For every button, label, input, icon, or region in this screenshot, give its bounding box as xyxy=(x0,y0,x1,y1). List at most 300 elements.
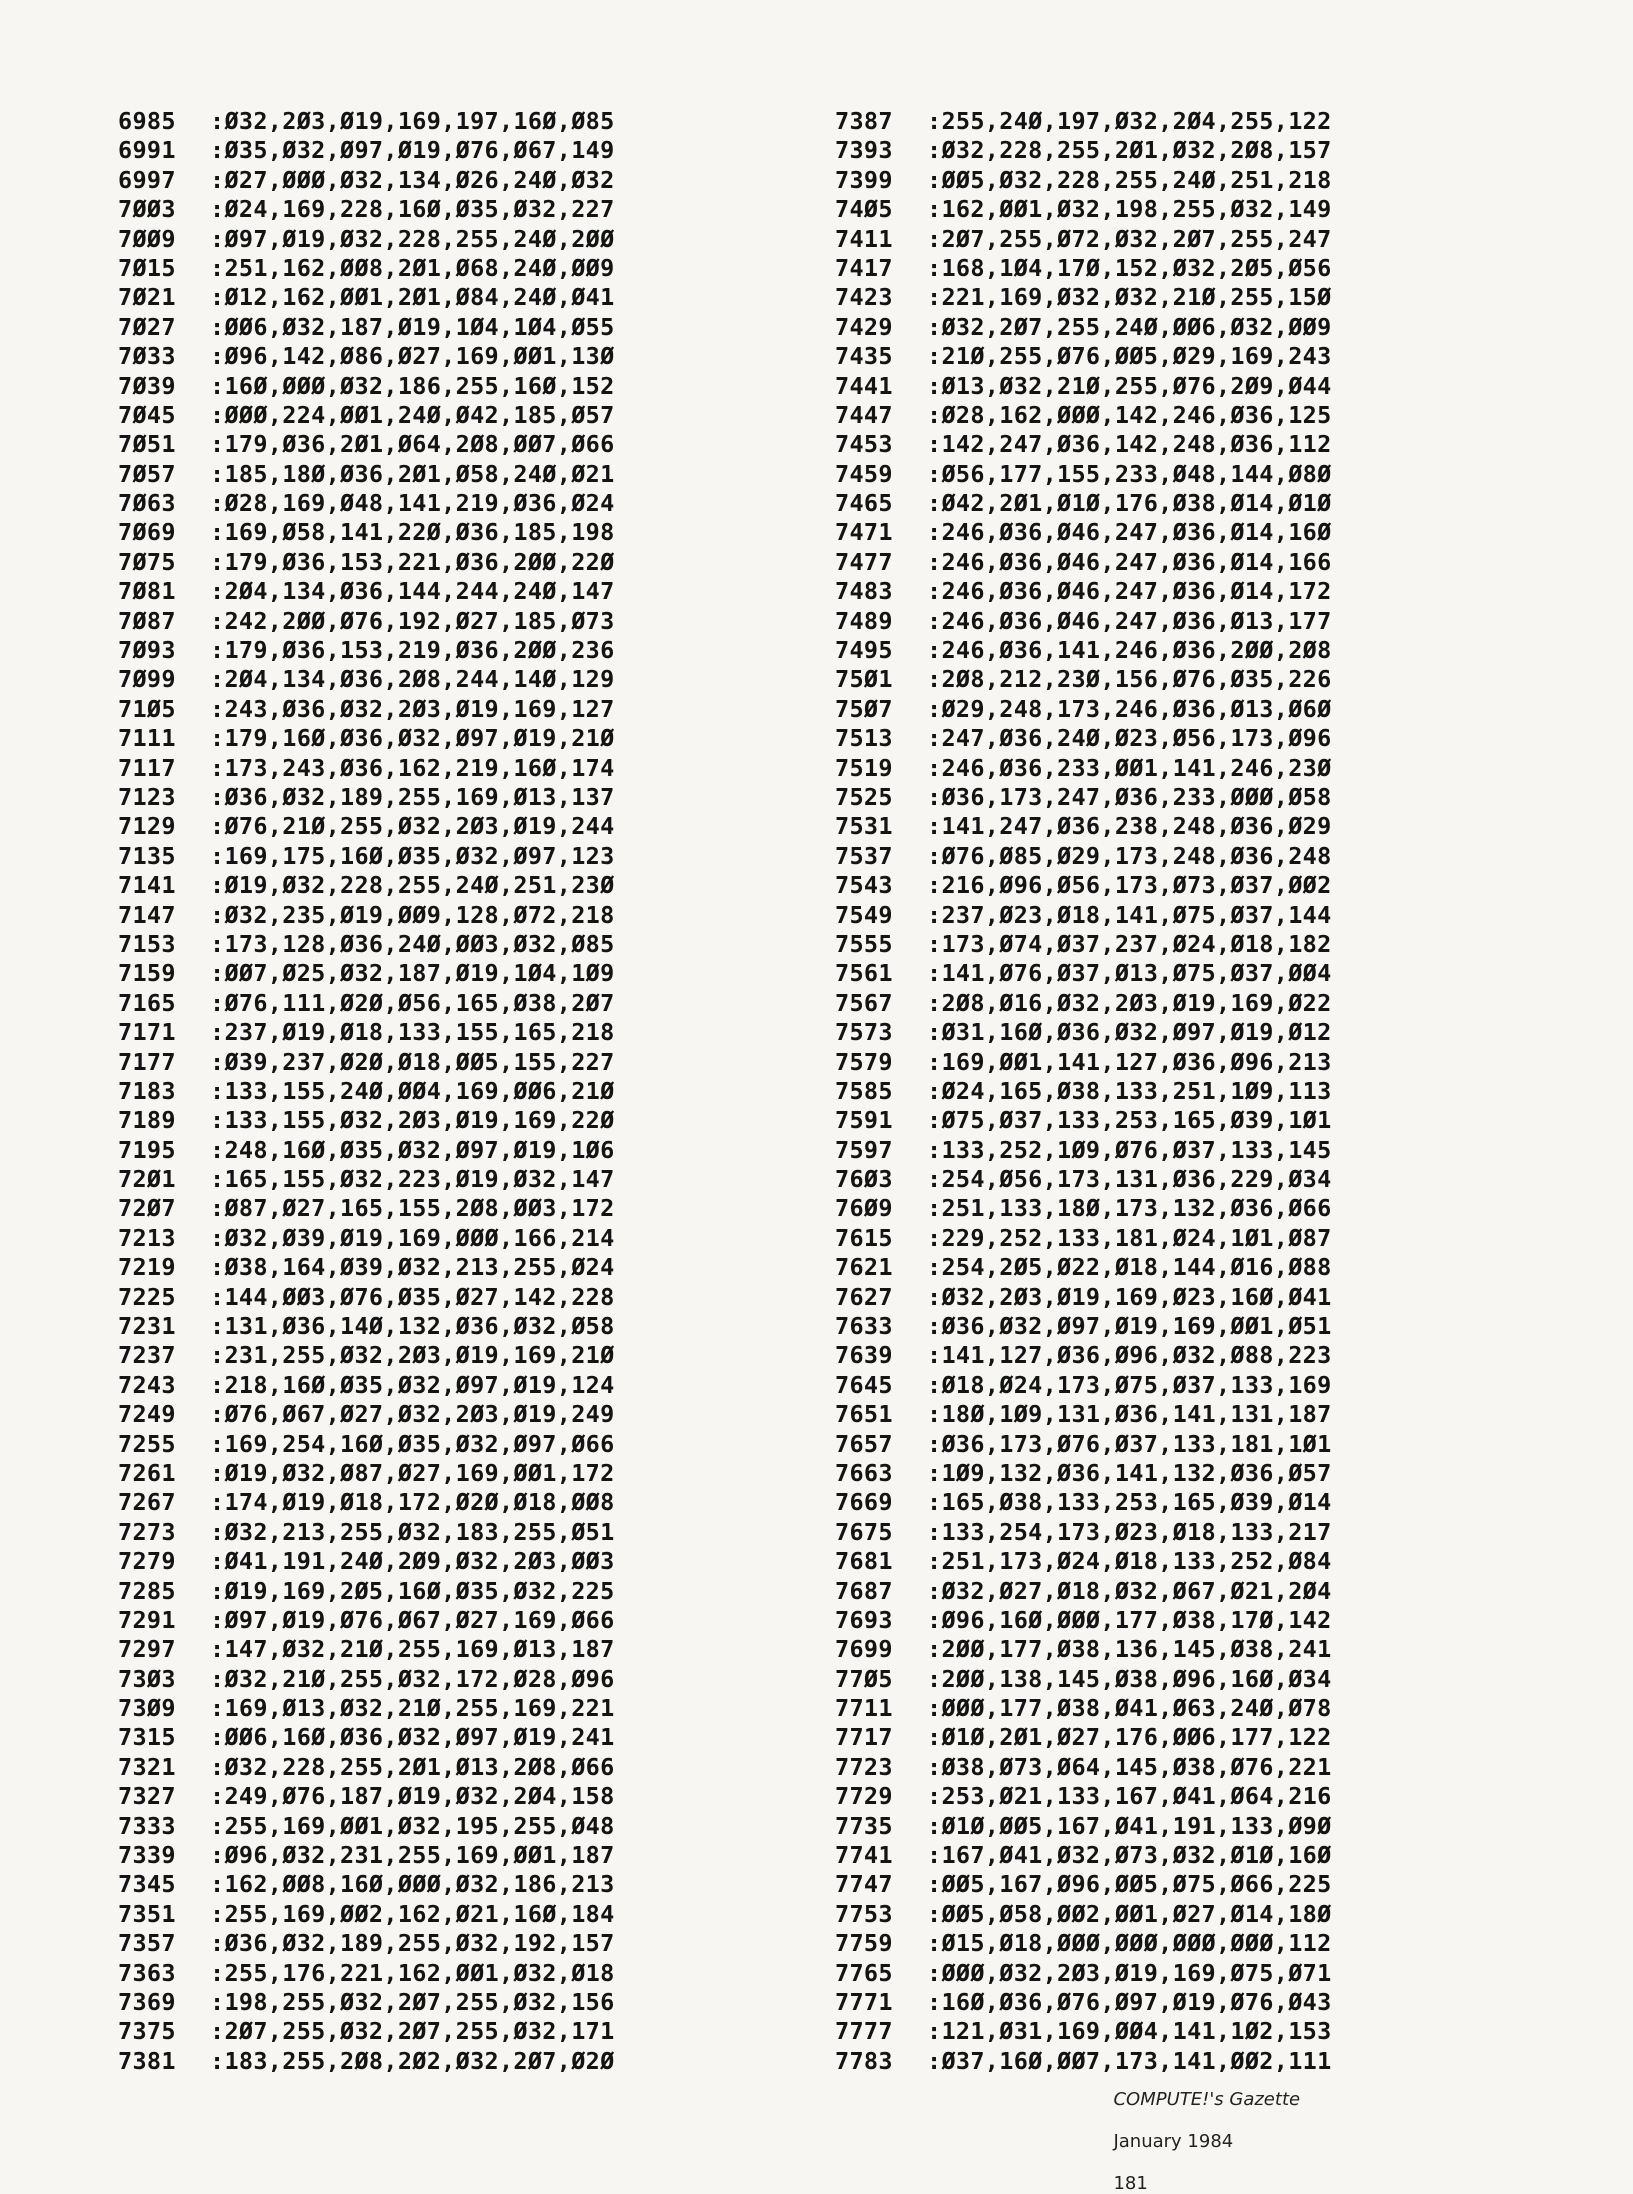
listing-line xyxy=(118,1312,615,1341)
line-address: 7567 xyxy=(835,988,893,1017)
listing-line xyxy=(835,724,1332,753)
line-data: :231,255,Ø32,2Ø3,Ø19,169,21Ø xyxy=(210,1341,615,1370)
listing-line xyxy=(118,372,615,401)
listing-line xyxy=(835,1577,1332,1606)
listing-line xyxy=(118,430,615,459)
listing-line xyxy=(118,107,615,136)
listing-line xyxy=(118,1547,615,1576)
listing-line xyxy=(118,1870,615,1899)
listing-line xyxy=(835,1165,1332,1194)
line-address: 7669 xyxy=(835,1488,893,1517)
line-address: 7Ø63 xyxy=(118,489,176,518)
listing-line xyxy=(835,1753,1332,1782)
listing-line xyxy=(835,577,1332,606)
listing-line xyxy=(835,1929,1332,1958)
listing-line xyxy=(835,1077,1332,1106)
line-data: :ØØØ,Ø32,2Ø3,Ø19,169,Ø75,Ø71 xyxy=(927,1958,1332,1987)
line-address: 7687 xyxy=(835,1576,893,1605)
listing-line xyxy=(118,607,615,636)
line-address: 7699 xyxy=(835,1635,893,1664)
line-address: 7681 xyxy=(835,1547,893,1576)
listing-line xyxy=(835,1665,1332,1694)
listing-left-column xyxy=(118,107,615,2076)
line-data: :237,Ø19,Ø18,133,155,165,218 xyxy=(210,1018,615,1047)
listing-line xyxy=(835,372,1332,401)
line-data: :Ø31,16Ø,Ø36,Ø32,Ø97,Ø19,Ø12 xyxy=(927,1018,1332,1047)
listing-line xyxy=(118,1988,615,2017)
line-address: 75Ø1 xyxy=(835,665,893,694)
line-address: 7351 xyxy=(118,1899,176,1928)
line-data: :147,Ø32,21Ø,255,169,Ø13,187 xyxy=(210,1635,615,1664)
listing-line xyxy=(835,401,1332,430)
line-data: :Ø18,Ø24,173,Ø75,Ø37,133,169 xyxy=(927,1370,1332,1399)
line-address: 7735 xyxy=(835,1811,893,1840)
line-data: :169,ØØ1,141,127,Ø36,Ø96,213 xyxy=(927,1047,1332,1076)
line-data: :Ø15,Ø18,ØØØ,ØØØ,ØØØ,ØØØ,112 xyxy=(927,1929,1332,1958)
line-address: 7Ø87 xyxy=(118,606,176,635)
listing-line xyxy=(118,1723,615,1752)
line-address: 6997 xyxy=(118,165,176,194)
listing-line xyxy=(118,1753,615,1782)
listing-line xyxy=(118,1459,615,1488)
line-data: :246,Ø36,141,246,Ø36,2ØØ,2Ø8 xyxy=(927,636,1332,665)
line-address: 7585 xyxy=(835,1076,893,1105)
line-address: 7327 xyxy=(118,1782,176,1811)
listing-line xyxy=(118,518,615,547)
line-address: 7483 xyxy=(835,577,893,606)
listing-line xyxy=(118,1224,615,1253)
line-address: 7765 xyxy=(835,1958,893,1987)
line-address: 7387 xyxy=(835,107,893,135)
line-address: 7291 xyxy=(118,1605,176,1634)
listing-line xyxy=(835,1635,1332,1664)
line-address: 76Ø9 xyxy=(835,1194,893,1223)
line-address: 7447 xyxy=(835,400,893,429)
line-data: :242,2ØØ,Ø76,192,Ø27,185,Ø73 xyxy=(210,606,615,635)
line-data: :ØØ5,Ø58,ØØ2,ØØ1,Ø27,Ø14,18Ø xyxy=(927,1899,1332,1928)
line-address: 7531 xyxy=(835,812,893,841)
line-address: 7129 xyxy=(118,812,176,841)
line-address: 7315 xyxy=(118,1723,176,1752)
listing-line xyxy=(835,959,1332,988)
listing-line xyxy=(118,1430,615,1459)
line-address: 7753 xyxy=(835,1899,893,1928)
line-address: 7255 xyxy=(118,1429,176,1458)
line-data: :251,173,Ø24,Ø18,133,252,Ø84 xyxy=(927,1547,1332,1576)
line-address: 7429 xyxy=(835,312,893,341)
line-data: :Ø39,237,Ø2Ø,Ø18,ØØ5,155,227 xyxy=(210,1047,615,1076)
listing-line xyxy=(118,489,615,518)
line-data: :Ø32,Ø27,Ø18,Ø32,Ø67,Ø21,2Ø4 xyxy=(927,1576,1332,1605)
listing-line xyxy=(835,489,1332,518)
line-address: 7741 xyxy=(835,1841,893,1870)
line-address: 7579 xyxy=(835,1047,893,1076)
line-address: 7759 xyxy=(835,1929,893,1958)
listing-line xyxy=(118,1929,615,1958)
line-data: :Ø13,Ø32,21Ø,255,Ø76,2Ø9,Ø44 xyxy=(927,371,1332,400)
listing-line xyxy=(835,1194,1332,1223)
line-data: :141,127,Ø36,Ø96,Ø32,Ø88,223 xyxy=(927,1341,1332,1370)
line-data: :Ø32,Ø39,Ø19,169,ØØØ,166,214 xyxy=(210,1223,615,1252)
line-address: 73Ø9 xyxy=(118,1694,176,1723)
listing-line xyxy=(118,460,615,489)
listing-line xyxy=(835,695,1332,724)
line-data: :Ø19,Ø32,228,255,24Ø,251,23Ø xyxy=(210,871,615,900)
line-data: :179,Ø36,153,219,Ø36,2ØØ,236 xyxy=(210,636,615,665)
listing-line xyxy=(835,1694,1332,1723)
line-data: :Ø96,Ø32,231,255,169,ØØ1,187 xyxy=(210,1841,615,1870)
line-data: :Ø32,228,255,2Ø1,Ø32,2Ø8,157 xyxy=(927,136,1332,165)
line-data: :121,Ø31,169,ØØ4,141,1Ø2,153 xyxy=(927,2017,1332,2046)
line-address: 7369 xyxy=(118,1988,176,2016)
listing-line xyxy=(835,460,1332,489)
listing-line xyxy=(118,724,615,753)
line-address: 7621 xyxy=(835,1253,893,1282)
line-address: 7249 xyxy=(118,1400,176,1429)
listing-line xyxy=(835,842,1332,871)
line-address: 7153 xyxy=(118,929,176,958)
line-address: 7Ø33 xyxy=(118,342,176,371)
line-address: 7Ø69 xyxy=(118,518,176,547)
line-address: 7627 xyxy=(835,1282,893,1311)
line-data: :249,Ø76,187,Ø19,Ø32,2Ø4,158 xyxy=(210,1782,615,1811)
line-address: 73Ø3 xyxy=(118,1664,176,1693)
line-address: 7363 xyxy=(118,1958,176,1987)
line-address: 7141 xyxy=(118,871,176,900)
page-footer xyxy=(1102,2068,1300,2194)
listing-line xyxy=(835,1812,1332,1841)
line-data: :16Ø,Ø36,Ø76,Ø97,Ø19,Ø76,Ø43 xyxy=(927,1988,1332,2016)
line-data: :198,255,Ø32,2Ø7,255,Ø32,156 xyxy=(210,1988,615,2016)
line-address: 7Ø15 xyxy=(118,253,176,282)
line-data: :185,18Ø,Ø36,2Ø1,Ø58,24Ø,Ø21 xyxy=(210,459,615,488)
listing-line xyxy=(835,1518,1332,1547)
line-data: :Ø36,173,Ø76,Ø37,133,181,1Ø1 xyxy=(927,1429,1332,1458)
line-data: :Ø32,2Ø7,255,24Ø,ØØ6,Ø32,ØØ9 xyxy=(927,312,1332,341)
listing-line xyxy=(118,1136,615,1165)
line-data: :Ø76,21Ø,255,Ø32,2Ø3,Ø19,244 xyxy=(210,812,615,841)
line-data: :Ø32,228,255,2Ø1,Ø13,2Ø8,Ø66 xyxy=(210,1752,615,1781)
listing-line xyxy=(118,959,615,988)
line-data: :Ø36,Ø32,189,255,169,Ø13,137 xyxy=(210,782,615,811)
line-address: 7Ø51 xyxy=(118,430,176,459)
line-address: 6991 xyxy=(118,136,176,165)
line-data: :251,162,ØØ8,2Ø1,Ø68,24Ø,ØØ9 xyxy=(210,253,615,282)
line-address: 7435 xyxy=(835,342,893,371)
line-data: :141,247,Ø36,238,248,Ø36,Ø29 xyxy=(927,812,1332,841)
line-address: 7135 xyxy=(118,841,176,870)
line-data: :169,Ø13,Ø32,21Ø,255,169,221 xyxy=(210,1694,615,1723)
line-data: :142,247,Ø36,142,248,Ø36,112 xyxy=(927,430,1332,459)
listing-line xyxy=(118,1694,615,1723)
line-address: 7183 xyxy=(118,1076,176,1105)
line-address: 7771 xyxy=(835,1988,893,2016)
line-address: 71Ø5 xyxy=(118,694,176,723)
line-address: 7Ø21 xyxy=(118,283,176,312)
line-data: :173,Ø74,Ø37,237,Ø24,Ø18,182 xyxy=(927,929,1332,958)
line-address: 7Ø81 xyxy=(118,577,176,606)
listing-line xyxy=(118,1812,615,1841)
publication-name: COMPUTE!'s Gazette xyxy=(1113,2089,1301,2110)
listing-line xyxy=(118,1106,615,1135)
line-data: :183,255,2Ø8,2Ø2,Ø32,2Ø7,Ø2Ø xyxy=(210,2046,615,2075)
line-data: :Ø42,2Ø1,Ø1Ø,176,Ø38,Ø14,Ø1Ø xyxy=(927,489,1332,518)
line-address: 7651 xyxy=(835,1400,893,1429)
listing-line xyxy=(835,548,1332,577)
line-address: 7459 xyxy=(835,459,893,488)
line-data: :Ø1Ø,ØØ5,167,Ø41,191,133,Ø9Ø xyxy=(927,1811,1332,1840)
line-data: :246,Ø36,Ø46,247,Ø36,Ø14,16Ø xyxy=(927,518,1332,547)
line-address: 7477 xyxy=(835,547,893,576)
listing-line xyxy=(118,548,615,577)
listing-line xyxy=(835,871,1332,900)
listing-line xyxy=(118,1253,615,1282)
page-number: 181 xyxy=(1113,2173,1148,2194)
line-data: :144,ØØ3,Ø76,Ø35,Ø27,142,228 xyxy=(210,1282,615,1311)
line-address: 7225 xyxy=(118,1282,176,1311)
line-data: :18Ø,1Ø9,131,Ø36,141,131,187 xyxy=(927,1400,1332,1429)
line-data: :255,24Ø,197,Ø32,2Ø4,255,122 xyxy=(927,107,1332,135)
line-address: 7549 xyxy=(835,900,893,929)
line-address: 7123 xyxy=(118,782,176,811)
listing-line xyxy=(835,930,1332,959)
line-data: :254,Ø56,173,131,Ø36,229,Ø34 xyxy=(927,1165,1332,1194)
listing-line xyxy=(835,1224,1332,1253)
line-data: :ØØØ,224,ØØ1,24Ø,Ø42,185,Ø57 xyxy=(210,400,615,429)
line-address: 7195 xyxy=(118,1135,176,1164)
line-address: 7267 xyxy=(118,1488,176,1517)
line-data: :169,254,16Ø,Ø35,Ø32,Ø97,Ø66 xyxy=(210,1429,615,1458)
line-address: 7Ø45 xyxy=(118,400,176,429)
listing-line xyxy=(118,1194,615,1223)
line-data: :1Ø9,132,Ø36,141,132,Ø36,Ø57 xyxy=(927,1458,1332,1487)
listing-line xyxy=(118,1841,615,1870)
line-data: :218,16Ø,Ø35,Ø32,Ø97,Ø19,124 xyxy=(210,1370,615,1399)
line-address: 7693 xyxy=(835,1605,893,1634)
listing-line xyxy=(835,1048,1332,1077)
line-data: :169,175,16Ø,Ø35,Ø32,Ø97,123 xyxy=(210,841,615,870)
line-data: :229,252,133,181,Ø24,1Ø1,Ø87 xyxy=(927,1223,1332,1252)
line-data: :ØØ5,167,Ø96,ØØ5,Ø75,Ø66,225 xyxy=(927,1870,1332,1899)
line-data: :216,Ø96,Ø56,173,Ø73,Ø37,ØØ2 xyxy=(927,871,1332,900)
line-data: :Ø36,Ø32,Ø97,Ø19,169,ØØ1,Ø51 xyxy=(927,1312,1332,1341)
line-address: 7525 xyxy=(835,782,893,811)
listing-line xyxy=(835,1283,1332,1312)
line-data: :173,243,Ø36,162,219,16Ø,174 xyxy=(210,753,615,782)
listing-line xyxy=(118,1959,615,1988)
line-data: :Ø32,2Ø3,Ø19,169,197,16Ø,Ø85 xyxy=(210,107,615,135)
line-data: :174,Ø19,Ø18,172,Ø2Ø,Ø18,ØØ8 xyxy=(210,1488,615,1517)
line-address: 7399 xyxy=(835,165,893,194)
listing-line xyxy=(835,1547,1332,1576)
listing-line xyxy=(118,2017,615,2046)
line-address: 74Ø5 xyxy=(835,195,893,224)
line-address: 7279 xyxy=(118,1547,176,1576)
line-address: 7537 xyxy=(835,841,893,870)
line-address: 7Ø93 xyxy=(118,636,176,665)
listing-line xyxy=(835,225,1332,254)
listing-line xyxy=(835,1253,1332,1282)
listing-line xyxy=(118,1341,615,1370)
line-data: :179,Ø36,2Ø1,Ø64,2Ø8,ØØ7,Ø66 xyxy=(210,430,615,459)
line-address: 7711 xyxy=(835,1694,893,1723)
listing-line xyxy=(835,2017,1332,2046)
line-data: :2Ø4,134,Ø36,144,244,24Ø,147 xyxy=(210,577,615,606)
line-address: 7171 xyxy=(118,1018,176,1047)
listing-line xyxy=(835,1341,1332,1370)
listing-line xyxy=(835,1841,1332,1870)
listing-line xyxy=(835,1400,1332,1429)
listing-line xyxy=(118,401,615,430)
line-data: :Ø97,Ø19,Ø76,Ø67,Ø27,169,Ø66 xyxy=(210,1605,615,1634)
line-address: 7321 xyxy=(118,1752,176,1781)
line-data: :2Ø8,Ø16,Ø32,2Ø3,Ø19,169,Ø22 xyxy=(927,988,1332,1017)
line-data: :Ø27,ØØØ,Ø32,134,Ø26,24Ø,Ø32 xyxy=(210,165,615,194)
listing-line xyxy=(835,1488,1332,1517)
line-data: :255,169,ØØ2,162,Ø21,16Ø,184 xyxy=(210,1899,615,1928)
listing-line xyxy=(118,989,615,1018)
line-address: 7639 xyxy=(835,1341,893,1370)
line-data: :Ø36,173,247,Ø36,233,ØØØ,Ø58 xyxy=(927,782,1332,811)
line-data: :251,133,18Ø,173,132,Ø36,Ø66 xyxy=(927,1194,1332,1223)
line-address: 72Ø7 xyxy=(118,1194,176,1223)
listing-line xyxy=(835,1136,1332,1165)
line-address: 7561 xyxy=(835,959,893,988)
line-data: :Ø24,165,Ø38,133,251,1Ø9,113 xyxy=(927,1076,1332,1105)
listing-line xyxy=(118,812,615,841)
line-data: :162,ØØ1,Ø32,198,255,Ø32,149 xyxy=(927,195,1332,224)
line-address: 7657 xyxy=(835,1429,893,1458)
listing-line xyxy=(118,1518,615,1547)
listing-line xyxy=(835,518,1332,547)
listing-line xyxy=(835,1430,1332,1459)
line-address: 7489 xyxy=(835,606,893,635)
line-address: 7633 xyxy=(835,1312,893,1341)
line-address: 7285 xyxy=(118,1576,176,1605)
listing-line xyxy=(118,1077,615,1106)
line-data: :Ø87,Ø27,165,155,2Ø8,ØØ3,172 xyxy=(210,1194,615,1223)
line-address: 7555 xyxy=(835,929,893,958)
line-data: :Ø19,Ø32,Ø87,Ø27,169,ØØ1,172 xyxy=(210,1458,615,1487)
listing-line xyxy=(835,342,1332,371)
line-data: :Ø24,169,228,16Ø,Ø35,Ø32,227 xyxy=(210,195,615,224)
line-address: 7729 xyxy=(835,1782,893,1811)
listing-line xyxy=(118,577,615,606)
line-address: 7243 xyxy=(118,1370,176,1399)
line-address: 7111 xyxy=(118,724,176,753)
listing-line xyxy=(118,1165,615,1194)
line-address: 7297 xyxy=(118,1635,176,1664)
line-data: :Ø75,Ø37,133,253,165,Ø39,1Ø1 xyxy=(927,1106,1332,1135)
line-data: :2Ø7,255,Ø72,Ø32,2Ø7,255,247 xyxy=(927,224,1332,253)
line-address: 7465 xyxy=(835,489,893,518)
line-address: 7717 xyxy=(835,1723,893,1752)
line-address: 7747 xyxy=(835,1870,893,1899)
line-data: :ØØ5,Ø32,228,255,24Ø,251,218 xyxy=(927,165,1332,194)
line-address: 7375 xyxy=(118,2017,176,2046)
line-address: 7273 xyxy=(118,1517,176,1546)
listing-line xyxy=(118,665,615,694)
listing-line xyxy=(835,166,1332,195)
line-data: :248,16Ø,Ø35,Ø32,Ø97,Ø19,1Ø6 xyxy=(210,1135,615,1164)
line-data: :Ø1Ø,2Ø1,Ø27,176,ØØ6,177,122 xyxy=(927,1723,1332,1752)
listing-line xyxy=(118,1400,615,1429)
listing-line xyxy=(835,1018,1332,1047)
line-address: 7Ø99 xyxy=(118,665,176,694)
line-address: 77Ø5 xyxy=(835,1664,893,1693)
line-address: 7453 xyxy=(835,430,893,459)
listing-line xyxy=(835,1312,1332,1341)
line-data: :16Ø,ØØØ,Ø32,186,255,16Ø,152 xyxy=(210,371,615,400)
line-address: 6985 xyxy=(118,107,176,135)
listing-line xyxy=(118,1782,615,1811)
line-data: :141,Ø76,Ø37,Ø13,Ø75,Ø37,ØØ4 xyxy=(927,959,1332,988)
line-address: 7573 xyxy=(835,1018,893,1047)
line-data: :Ø41,191,24Ø,2Ø9,Ø32,2Ø3,ØØ3 xyxy=(210,1547,615,1576)
listing-line xyxy=(118,136,615,165)
line-address: 7441 xyxy=(835,371,893,400)
line-data: :167,Ø41,Ø32,Ø73,Ø32,Ø1Ø,16Ø xyxy=(927,1841,1332,1870)
line-address: 7165 xyxy=(118,988,176,1017)
listing-line xyxy=(118,1900,615,1929)
line-address: 7345 xyxy=(118,1870,176,1899)
line-data: :162,ØØ8,16Ø,ØØØ,Ø32,186,213 xyxy=(210,1870,615,1899)
line-address: 7261 xyxy=(118,1458,176,1487)
line-address: 7417 xyxy=(835,253,893,282)
line-address: 7177 xyxy=(118,1047,176,1076)
line-address: 7219 xyxy=(118,1253,176,1282)
line-data: :ØØØ,177,Ø38,Ø41,Ø63,24Ø,Ø78 xyxy=(927,1694,1332,1723)
line-data: :253,Ø21,133,167,Ø41,Ø64,216 xyxy=(927,1782,1332,1811)
line-address: 7159 xyxy=(118,959,176,988)
line-data: :Ø96,142,Ø86,Ø27,169,ØØ1,13Ø xyxy=(210,342,615,371)
line-data: :Ø28,169,Ø48,141,219,Ø36,Ø24 xyxy=(210,489,615,518)
line-address: 7645 xyxy=(835,1370,893,1399)
line-data: :173,128,Ø36,24Ø,ØØ3,Ø32,Ø85 xyxy=(210,929,615,958)
line-data: :Ø97,Ø19,Ø32,228,255,24Ø,2ØØ xyxy=(210,224,615,253)
listing-line xyxy=(835,812,1332,841)
line-address: 7495 xyxy=(835,636,893,665)
listing-line xyxy=(835,754,1332,783)
listing-line xyxy=(835,1606,1332,1635)
line-data: :Ø35,Ø32,Ø97,Ø19,Ø76,Ø67,149 xyxy=(210,136,615,165)
listing-line xyxy=(118,695,615,724)
listing-line xyxy=(835,254,1332,283)
listing-line xyxy=(835,607,1332,636)
line-data: :165,155,Ø32,223,Ø19,Ø32,147 xyxy=(210,1165,615,1194)
listing-line xyxy=(835,1106,1332,1135)
line-data: :133,155,24Ø,ØØ4,169,ØØ6,21Ø xyxy=(210,1076,615,1105)
line-data: :Ø32,21Ø,255,Ø32,172,Ø28,Ø96 xyxy=(210,1664,615,1693)
line-data: :Ø38,Ø73,Ø64,145,Ø38,Ø76,221 xyxy=(927,1752,1332,1781)
line-data: :237,Ø23,Ø18,141,Ø75,Ø37,144 xyxy=(927,900,1332,929)
line-address: 7189 xyxy=(118,1106,176,1135)
line-address: 7ØØ3 xyxy=(118,195,176,224)
listing-line xyxy=(835,136,1332,165)
line-address: 7663 xyxy=(835,1458,893,1487)
listing-line xyxy=(835,1900,1332,1929)
line-data: :21Ø,255,Ø76,ØØ5,Ø29,169,243 xyxy=(927,342,1332,371)
line-address: 7513 xyxy=(835,724,893,753)
line-data: :179,Ø36,153,221,Ø36,2ØØ,22Ø xyxy=(210,547,615,576)
line-address: 7333 xyxy=(118,1811,176,1840)
line-data: :2Ø4,134,Ø36,2Ø8,244,14Ø,129 xyxy=(210,665,615,694)
listing-line xyxy=(118,283,615,312)
listing-line xyxy=(118,166,615,195)
line-data: :133,155,Ø32,2Ø3,Ø19,169,22Ø xyxy=(210,1106,615,1135)
listing-line xyxy=(835,1723,1332,1752)
line-data: :Ø32,235,Ø19,ØØ9,128,Ø72,218 xyxy=(210,900,615,929)
